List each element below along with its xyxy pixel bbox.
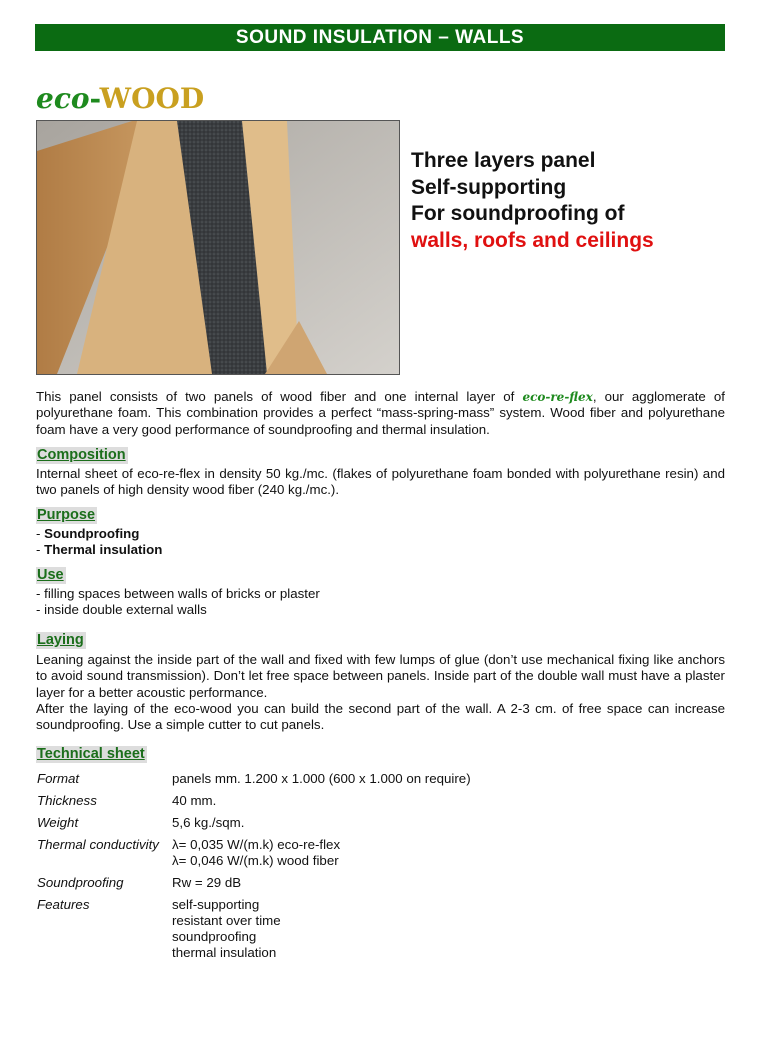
use-list — [36, 586, 320, 619]
purpose-heading: Purpose — [37, 507, 96, 523]
composition-text: Internal sheet of eco-re-flex in density 50 kg./mc. (flakes of polyurethane foam bonded with polyurethane resin) and two panels of high density wood fiber (240 kg./mc.). — [36, 466, 725, 498]
panel-photo — [36, 120, 400, 375]
product-tagline — [411, 148, 654, 254]
technical-sheet-heading: Technical sheet — [37, 746, 145, 762]
page-banner: SOUND INSULATION – WALLS — [35, 24, 725, 51]
list-item: - inside double external walls — [36, 602, 207, 618]
laying-paragraph-1: Leaning against the inside part of the wall and fixed with few lumps of glue (don’t use mechanical fixing like anchors to avoid sound transmission). Don’t let free space between panels. Inside part of the double wall must have a plaster layer for a better acoustic performance. — [36, 652, 725, 700]
list-item: - filling spaces between walls of bricks or plaster — [36, 586, 320, 601]
tagline-line-3: For soundproofing of — [411, 202, 625, 225]
tagline-line-4: walls, roofs and ceilings — [411, 228, 654, 252]
list-item: - Soundproofing — [36, 526, 140, 541]
laying-paragraph-2: After the laying of the eco-wood you can build the second part of the wall. A 2-3 cm. of free space can increase soundproofing. Use a simple cutter to cut panels. — [36, 701, 725, 733]
tagline-line-2: Self-supporting — [411, 175, 567, 199]
composition-heading: Composition — [37, 447, 126, 463]
use-heading: Use — [37, 567, 64, 583]
purpose-list — [36, 526, 162, 559]
tagline-line-1: Three layers panel — [411, 149, 596, 172]
eco-re-flex-brand: eco-re-flex — [522, 390, 593, 404]
intro-paragraph: This panel consists of two panels of wood fiber and one internal layer of eco-re-flex, our agglomerate of polyurethane foam. This combination provides a perfect “mass-spring-mass” system. Wood fiber and polyurethane foam have a very good performance of soundproofing and thermal insulation. — [36, 389, 725, 437]
eco-wood-logo: eco-WOOD — [36, 82, 205, 115]
laying-heading: Laying — [37, 632, 84, 648]
list-item: - Thermal insulation — [36, 542, 163, 558]
